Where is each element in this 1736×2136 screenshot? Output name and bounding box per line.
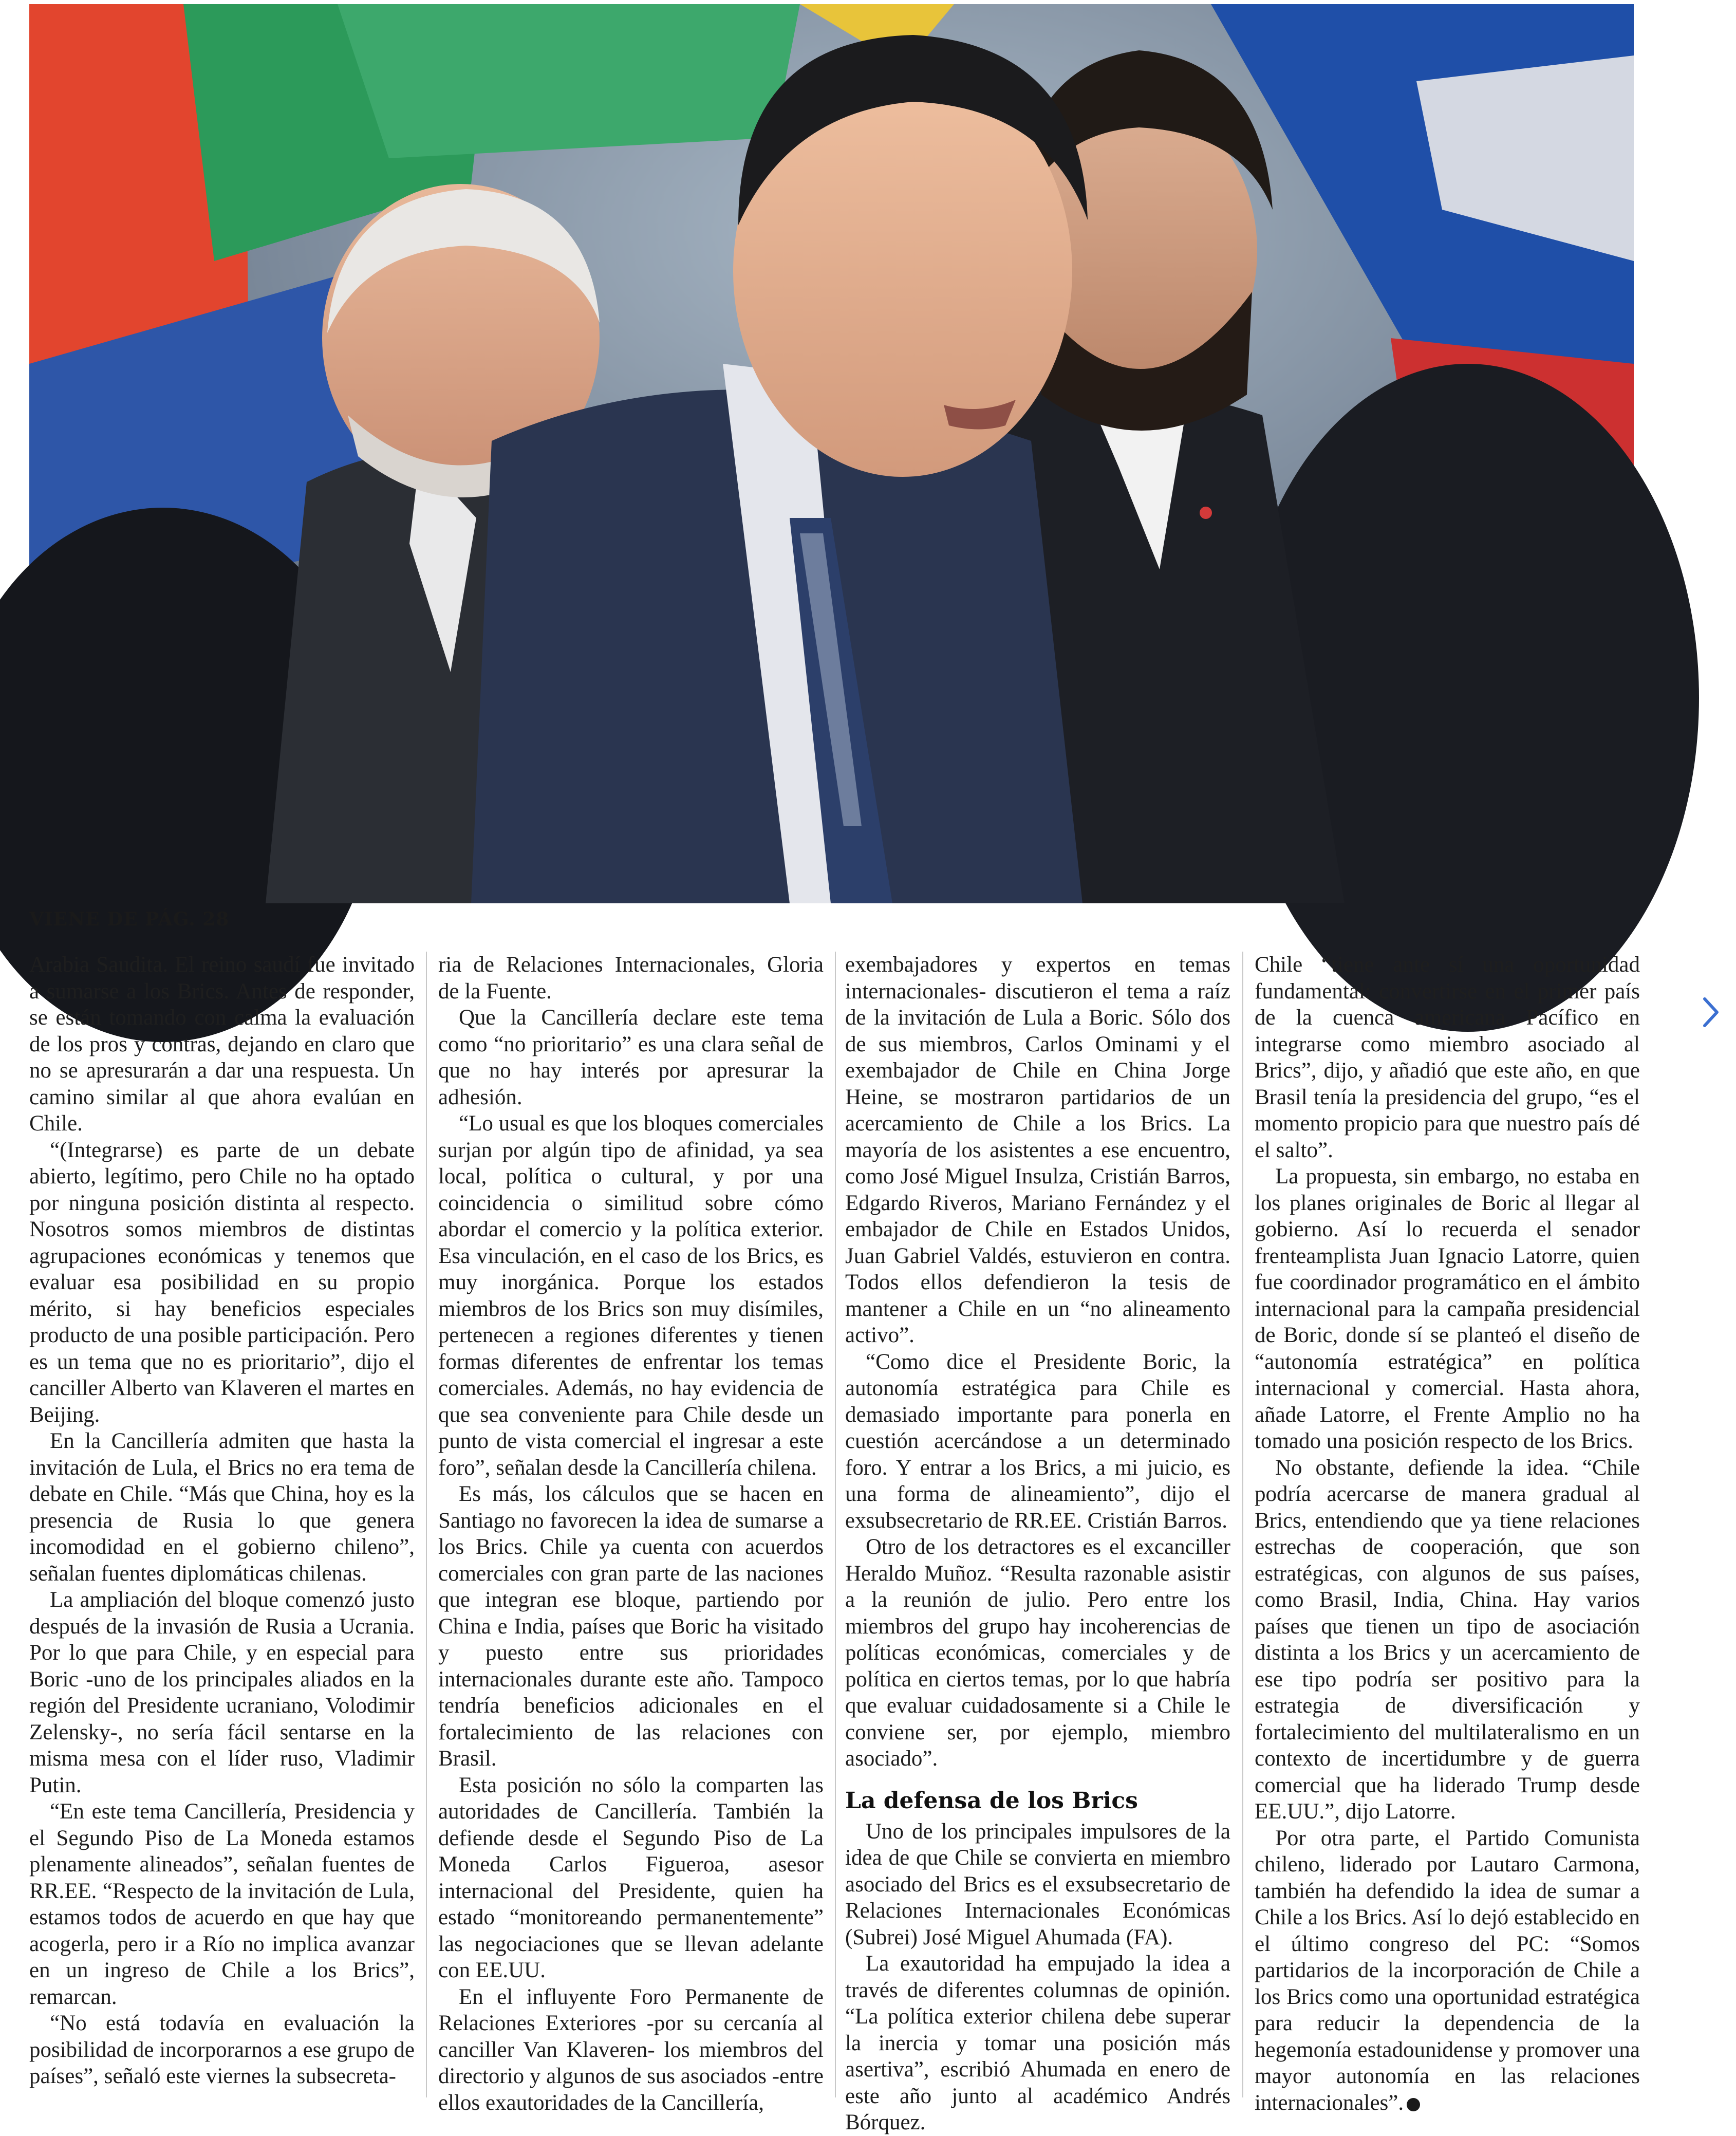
paragraph-text: “En este tema Cancillería, Presidencia y el Segundo Piso de La Moneda estamos plenamente alineados”, señalan fuentes de RR.EE. “Respecto de la invitación de Lula, estamos todos de acuerdo en que hay que acogerla, pero ir a Río no implica avanzar en un ingreso de Chile a los Brics”, remarcan.: [29, 1799, 415, 2009]
article-paragraph: [438, 1005, 824, 1110]
article-paragraph: [845, 1534, 1230, 1772]
article-paragraph: [438, 1481, 824, 1772]
article-paragraph: [845, 1818, 1230, 1951]
article-paragraph: [438, 1110, 824, 1481]
paragraph-text: En la Cancillería admiten que hasta la invitación de Lula, el Brics no era tema de debate en Chile. “Más que China, hoy es la presencia de Rusia lo que genera incomodidad en el gobierno chileno”, señalan fuentes diplomáticas chilenas.: [29, 1429, 415, 1586]
paragraph-text: “Lo usual es que los bloques comerciales surjan por algún tipo de afinidad, ya sea local, política o cultural, y por una coincidencia o similitud sobre cómo abordar el comercio y la política exterior. Esa vinculación, en el caso de los Brics, es muy inorgánica. Porque los estados miembros de los Brics son muy disímiles, pertenecen a regiones diferentes y tienen formas diferentes de enfrentar los temas comerciales. Además, no hay evidencia de que sea conveniente para Chile desde un punto de vista comercial el ingresar a este foro”, señalan desde la Cancillería chilena.: [438, 1111, 824, 1480]
paragraph-text: exembajadores y expertos en temas internacionales- discutieron el tema a raíz de la invitación de Lula a Boric. Sólo dos de sus miembros, Carlos Ominami y el exembajador de Chile en China Jorge Heine, se mostraron partidarios de un acercamiento de Chile a los Brics. La mayoría de los asistentes a ese encuentro, como José Miguel Insulza, Cristián Barros, Edgardo Riveros, Mariano Fernández y el embajador de Chile en Estados Unidos, Juan Gabriel Valdés, estuvieron en contra. Todos ellos defendieron la tesis de mantener a Chile en un “no alineamento activo”.: [845, 953, 1230, 1347]
kicker: VIENE DE PÁG. 28: [29, 908, 230, 930]
paragraph-text: Esta posición no sólo la comparten las autoridades de Cancillería. También la defiende desde el Segundo Piso de La Moneda Carlos Figueroa, asesor internacional del Presidente, quien ha estado “monitoreando permanentemente” las negociaciones que se llevan adelante con EE.UU.: [438, 1773, 824, 1982]
article-column-4: [1255, 952, 1640, 2115]
article-paragraph: [1255, 1455, 1640, 1825]
article-paragraph: [29, 1137, 415, 1428]
paragraph-text: Chile “tiene ante sí una oportunidad fundamental: convertirse en el primer país de la cuenca americana Pacífico en integrarse como miembro asociado al Brics”, dijo, y añadió que este año, en que Brasil tenía la presidencia del grupo, “es el momento propicio para que nuestro país dé el salto”.: [1255, 953, 1640, 1162]
paragraph-text: Uno de los principales impulsores de la idea de que Chile se convierta en miembro asociado del Brics es el exsubsecretario de Relaciones Internacionales Económicas (Subrei) José Miguel Ahumada (FA).: [845, 1819, 1230, 1949]
article-paragraph: [1255, 952, 1640, 1163]
article-paragraph: [1255, 1825, 1640, 2116]
photo-illustration: [29, 4, 1634, 903]
article-paragraph: [29, 1798, 415, 2010]
article-paragraph: [29, 2010, 415, 2090]
paragraph-text: Que la Cancillería declare este tema como “no prioritario” es una clara señal de que no hay interés por apresurar la adhesión.: [438, 1006, 824, 1109]
column-divider: [835, 952, 836, 2097]
article-paragraph: [438, 952, 824, 1005]
paragraph-text: La ampliación del bloque comenzó justo después de la invasión de Rusia a Ucrania. Por lo que para Chile, y en especial para Boric -uno de los principales aliados en la región del Presidente ucraniano, Volodimir Zelensky-, no sería fácil sentarse en la misma mesa con el líder ruso, Vladimir Putin.: [29, 1588, 415, 1797]
paragraph-text: Arabia Saudita. El reino saudí fue invitado a sumarse a los Brics. Antes de responder, se están tomando con calma la evaluación de los pros y contras, dejando en claro que no se apresurarán a dar una respuesta. Un camino similar al que ahora evalúan en Chile.: [29, 953, 415, 1136]
paragraph-text: La propuesta, sin embargo, no estaba en los planes originales de Boric al llegar al gobierno. Así lo recuerda el senador frenteamplista Juan Ignacio Latorre, quien fue coordinador programático en el ámbito internacional para la campaña presidencial de Boric, donde sí se planteó el diseño de “autonomía estratégica” en política internacional y comercial. Hasta ahora, añade Latorre, el Frente Amplio no ha tomado una posición respecto de los Brics.: [1255, 1164, 1640, 1453]
article-paragraph: [1255, 1163, 1640, 1455]
paragraph-text: En el influyente Foro Permanente de Relaciones Exteriores -por su cercanía al canciller Van Klaveren- los miembros del directorio y algunos de sus asociados -entre ellos exautoridades de la Cancillería,: [438, 1984, 824, 2115]
paragraph-text: “No está todavía en evaluación la posibilidad de incorporarnos a ese grupo de países”, señaló este viernes la subsecreta-: [29, 2011, 415, 2088]
paragraph-text: ria de Relaciones Internacionales, Gloria de la Fuente.: [438, 953, 824, 1004]
paragraph-text: “Como dice el Presidente Boric, la autonomía estratégica para Chile es demasiado importante para ponerla en cuestión acercándose a un determinado foro. Y entrar a los Brics, a mi juicio, es una forma de alineamiento”, dijo el exsubsecretario de RR.EE. Cristián Barros.: [845, 1349, 1230, 1533]
paragraph-text: “(Integrarse) es parte de un debate abierto, legítimo, pero Chile no ha optado por ninguna posición distinta al respecto. Nosotros somos miembros de distintas agrupaciones económicas y tenemos que evaluar esa posibilidad en su propio mérito, si hay beneficios especiales producto de una posible participación. Pero es un tema que no es prioritario”, dijo el canciller Alberto van Klaveren el martes en Beijing.: [29, 1138, 415, 1427]
article-column-3: [845, 952, 1230, 2134]
article-column-1: [29, 952, 415, 2097]
article-paragraph: [29, 1587, 415, 1798]
paragraph-text: Por otra parte, el Partido Comunista chileno, liderado por Lautaro Carmona, también ha defendido la idea de sumar a Chile a los Brics. Así lo dejó establecido en el último congreso del PC: “Somos partidarios de la incorporación de Chile a los Brics como una oportunidad estratégica para reducir la dependencia de la hegemonía estadounidense y promover una mayor autonomía en las relaciones internacionales”.: [1255, 1826, 1640, 2115]
paragraph-text: La exautoridad ha empujado la idea a través de diferentes columnas de opinión. “La política exterior chilena debe superar la inercia y tomar una posición más asertiva”, escribió Ahumada en enero de este año junto al académico Andrés Bórquez.: [845, 1952, 1230, 2134]
paragraph-text: Otro de los detractores es el excanciller Heraldo Muñoz. “Resulta razonable asistir a la reunión de julio. Pero entre los miembros del grupo hay incoherencias de políticas económicas, comerciales y de política en ciertos temas, por lo que habría que evaluar cuidadosamente si a Chile le conviene ser, por ejemplo, miembro asociado”.: [845, 1535, 1230, 1771]
paragraph-text: Es más, los cálculos que se hacen en Santiago no favorecen la idea de sumarse a los Brics. Chile ya cuenta con acuerdos comerciales con gran parte de las naciones que integran ese bloque, partiendo por China e India, países que Boric ha visitado y puesto entre sus prioridades internacionales durante este año. Tampoco tendría beneficios adicionales en el fortalecimiento de las relaciones con Brasil.: [438, 1482, 824, 1771]
next-page-chevron-icon[interactable]: [1695, 992, 1726, 1033]
article-paragraph: [29, 1428, 415, 1587]
article-paragraph: [438, 1984, 824, 2116]
article-column-2: [438, 952, 824, 2115]
column-divider: [426, 952, 427, 2097]
lead-photo: [29, 4, 1634, 903]
section-heading: La defensa de los Brics: [845, 1787, 1138, 1814]
column-divider: [1242, 952, 1243, 2097]
end-of-article-mark-icon: ●: [1407, 2098, 1420, 2111]
article-paragraph: [29, 952, 415, 1137]
article-paragraph: [845, 1349, 1230, 1534]
paragraph-text: No obstante, defiende la idea. “Chile podría acercarse de manera gradual al Brics, entendiendo que ya tiene relaciones estrechas de cooperación, que son estratégicas, con algunos de sus países, como Brasil, India, China. Hay varios países que tienen un tipo de asociación distinta a los Brics y un acercamiento de ese tipo podría ser positivo para la estrategia de diversificación y fortalecimiento del multilateralismo en un contexto de incertidumbre y de guerra comercial que ha liderado Trump desde EE.UU.”, dijo Latorre.: [1255, 1455, 1640, 1824]
article-paragraph: [438, 1772, 824, 1984]
article-paragraph: [845, 952, 1230, 1349]
article-paragraph: [845, 1951, 1230, 2136]
